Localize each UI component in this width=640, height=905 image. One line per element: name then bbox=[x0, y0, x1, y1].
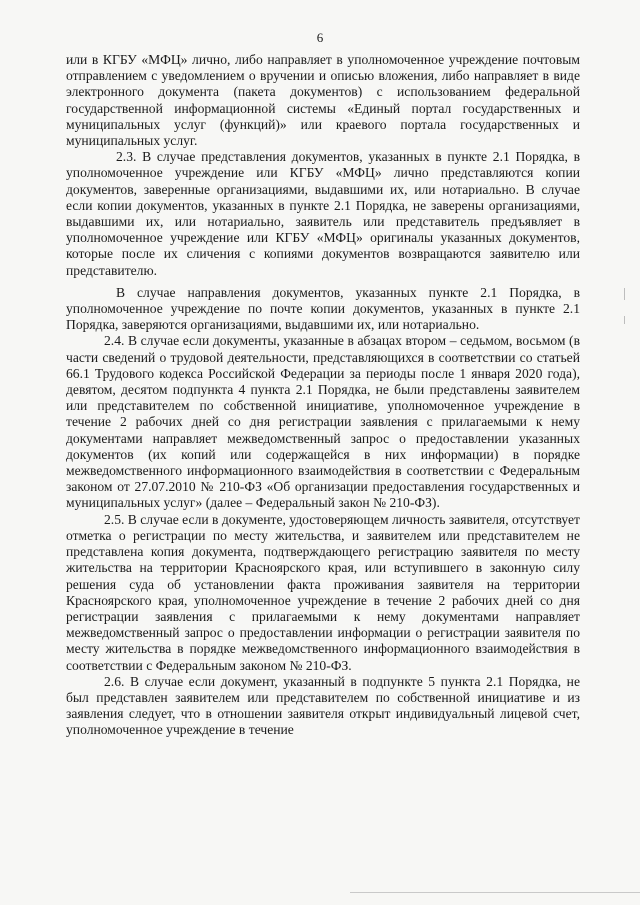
paragraph-2-4: 2.4. В случае если документы, указанные в абзацах втором – седьмом, восьмом (в части сведений о трудовой деятельности, представляющихся в соответствии со статьей 66.1 Трудового кодекса Российской Федерации за периоды после 1 января 2020 года), девятом, десятом подпункта 4 пункта 2.1 Порядка, не были представлены заявителем или представителем по собственной инициативе, уполномоченное учреждение в течение 2 рабочих дней со дня регистрации заявления с прилагаемыми к нему документами направляет межведомственный запрос о предоставлении указанных документов (их копий или содержащейся в них информации) в порядке межведомственного информационного взаимодействия в соответствии с Федеральным законом от 27.07.2010 № 210-ФЗ «Об организации предоставления государственных и муниципальных услуг» (далее – Федеральный закон № 210-ФЗ). bbox=[66, 333, 580, 511]
paragraph-2-5: 2.5. В случае если в документе, удостоверяющем личность заявителя, отсутствует отметка о регистрации по месту жительства, и заявителем или представителем не представлена копия документа, подтверждающего регистрацию заявителя по месту жительства на территории Красноярского края, или вступившего в законную силу решения суда об установлении факта проживания заявителя на территории Красноярского края, уполномоченное учреждение в течение 2 рабочих дней со дня регистрации заявления с прилагаемыми к нему документами направляет межведомственный запрос о предоставлении информации о регистрации заявителя по месту жительства в порядке межведомственного информационного взаимодействия в соответствии с Федеральным законом № 210-ФЗ. bbox=[66, 511, 580, 673]
paragraph-intro-continuation: или в КГБУ «МФЦ» лично, либо направляет в уполномоченное учреждение почтовым отправлением с уведомлением о вручении и описью вложения, либо направляет в виде электронного документа (пакета документов) с использованием федеральной государственной информационной системы «Единый портал государственных и муниципальных услуг (функций)» или краевого портала государственных и муниципальных услуг. bbox=[66, 52, 580, 149]
scan-edge-mark bbox=[624, 288, 625, 300]
paragraph-2-6: 2.6. В случае если документ, указанный в подпункте 5 пункта 2.1 Порядка, не был представлен заявителем или представителем по собственной инициативе и из заявления следует, что в отношении заявителя открыт индивидуальный лицевой счет, уполномоченное учреждение в течение bbox=[66, 673, 580, 738]
document-body bbox=[66, 52, 580, 739]
paragraph-2-3-postal: В случае направления документов, указанных пункте 2.1 Порядка, в уполномоченное учреждение по почте копии документов, указанных в пункте 2.1 Порядка, заверяются организациями, выдавшими их, или нотариально. bbox=[66, 284, 580, 333]
scan-edge-mark bbox=[624, 316, 625, 324]
page-number: 6 bbox=[316, 30, 324, 45]
scan-bottom-rule bbox=[350, 892, 640, 893]
paragraph-2-3: 2.3. В случае представления документов, указанных в пункте 2.1 Порядка, в уполномоченное учреждение или КГБУ «МФЦ» лично представляются копии документов, заверенные организациями, выдавшими их, или нотариально. В случае если копии документов, указанных в пункте 2.1 Порядка, не заверены организациями, выдавшими их, или нотариально, заявитель или представитель предъявляет в уполномоченное учреждение или КГБУ «МФЦ» оригиналы указанных документов, которые после их сличения с копиями документов возвращаются заявителю или представителю. bbox=[66, 149, 580, 278]
